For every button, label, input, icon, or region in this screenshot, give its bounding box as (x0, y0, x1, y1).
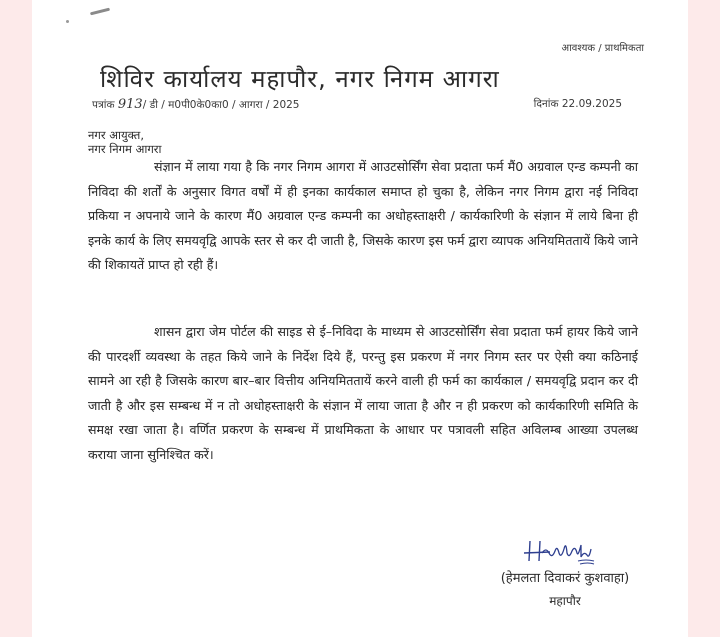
office-title: शिविर कार्यालय महापौर, नगर निगम आगरा (100, 65, 500, 93)
pen-mark (90, 8, 110, 16)
date-value: 22.09.2025 (561, 98, 622, 110)
handwritten-signature-icon (520, 535, 610, 565)
addressee-line-2: नगर निगम आगरा (88, 142, 162, 156)
reference-prefix: पत्रांक (92, 99, 115, 111)
body-paragraph-2-container (88, 320, 638, 467)
addressee (88, 128, 162, 156)
signatory-name: (हेमलता दिवाकरं कुशवाहा) (500, 571, 630, 586)
signatory-designation: महापौर (549, 594, 581, 608)
addressee-line-1: नगर आयुक्त, (88, 128, 145, 142)
body-paragraph-1-container (88, 155, 638, 278)
body-paragraph: शासन द्वारा जेम पोर्टल की साइड से ई–निविदा के माध्यम से आउटसोर्सिंग सेवा प्रदाता फर्म हायर किये जाने की पारदर्शी व्यवस्था के तहत किये जाने के निर्देश दिये हैं, परन्तु इस प्रकरण में नगर निगम स्तर पर ऐसी क्या कठिनाई सामने आ रही है जिसके कारण बार–बार वित्तीय अनियमिततायें करने वाली ही फर्म का कार्यकाल / समयवृद्वि प्रदान कर दी जाती है और इस सम्बन्ध में न तो अधोहस्ताक्षरी के संज्ञान में लाया जाता है और न ही प्रकरण को कार्यकारिणी समिति के समक्ष रखा जाता है। वर्णित प्रकरण के सम्बन्ध में प्राथमिकता के आधार पर पत्रावली सहित अविलम्ब आख्या उपलब्ध कराया जाना सुनिश्चित करें। (88, 324, 638, 462)
reference-suffix: / डी / म0पी0के0का0 / आगरा / 2025 (142, 99, 300, 111)
letter-number: 913 (117, 97, 143, 112)
reference-line (92, 97, 622, 112)
reference-number (92, 97, 299, 112)
pen-dot (66, 20, 69, 23)
reference-date (534, 97, 622, 112)
body-paragraph: संज्ञान में लाया गया है कि नगर निगम आगरा में आउटसोर्सिंग सेवा प्रदाता फर्म मैं0 अग्रवाल एन्ड कम्पनी का निविदा की शर्तों के अनुसार विगत वर्षों में ही इनका कार्यकाल समाप्त हो चुका है, लेकिन नगर निगम द्वारा नई निविदा प्रकिया न अपनाये जाने के कारण मैं0 अग्रवाल एन्ड कम्पनी का अधोहस्ताक्षरी / कार्यकारिणी के संज्ञान में लाये बिना ही इनके कार्य के लिए समयवृद्वि आपके स्तर से कर दी जाती है, जिसके कारण इस फर्म द्वारा व्यापक अनियमिततायें किये जाने की शिकायतें प्राप्त हो रही हैं। (88, 159, 638, 272)
date-label: दिनांक (533, 98, 559, 110)
priority-label: आवश्यक / प्राथमिकता (561, 43, 644, 54)
